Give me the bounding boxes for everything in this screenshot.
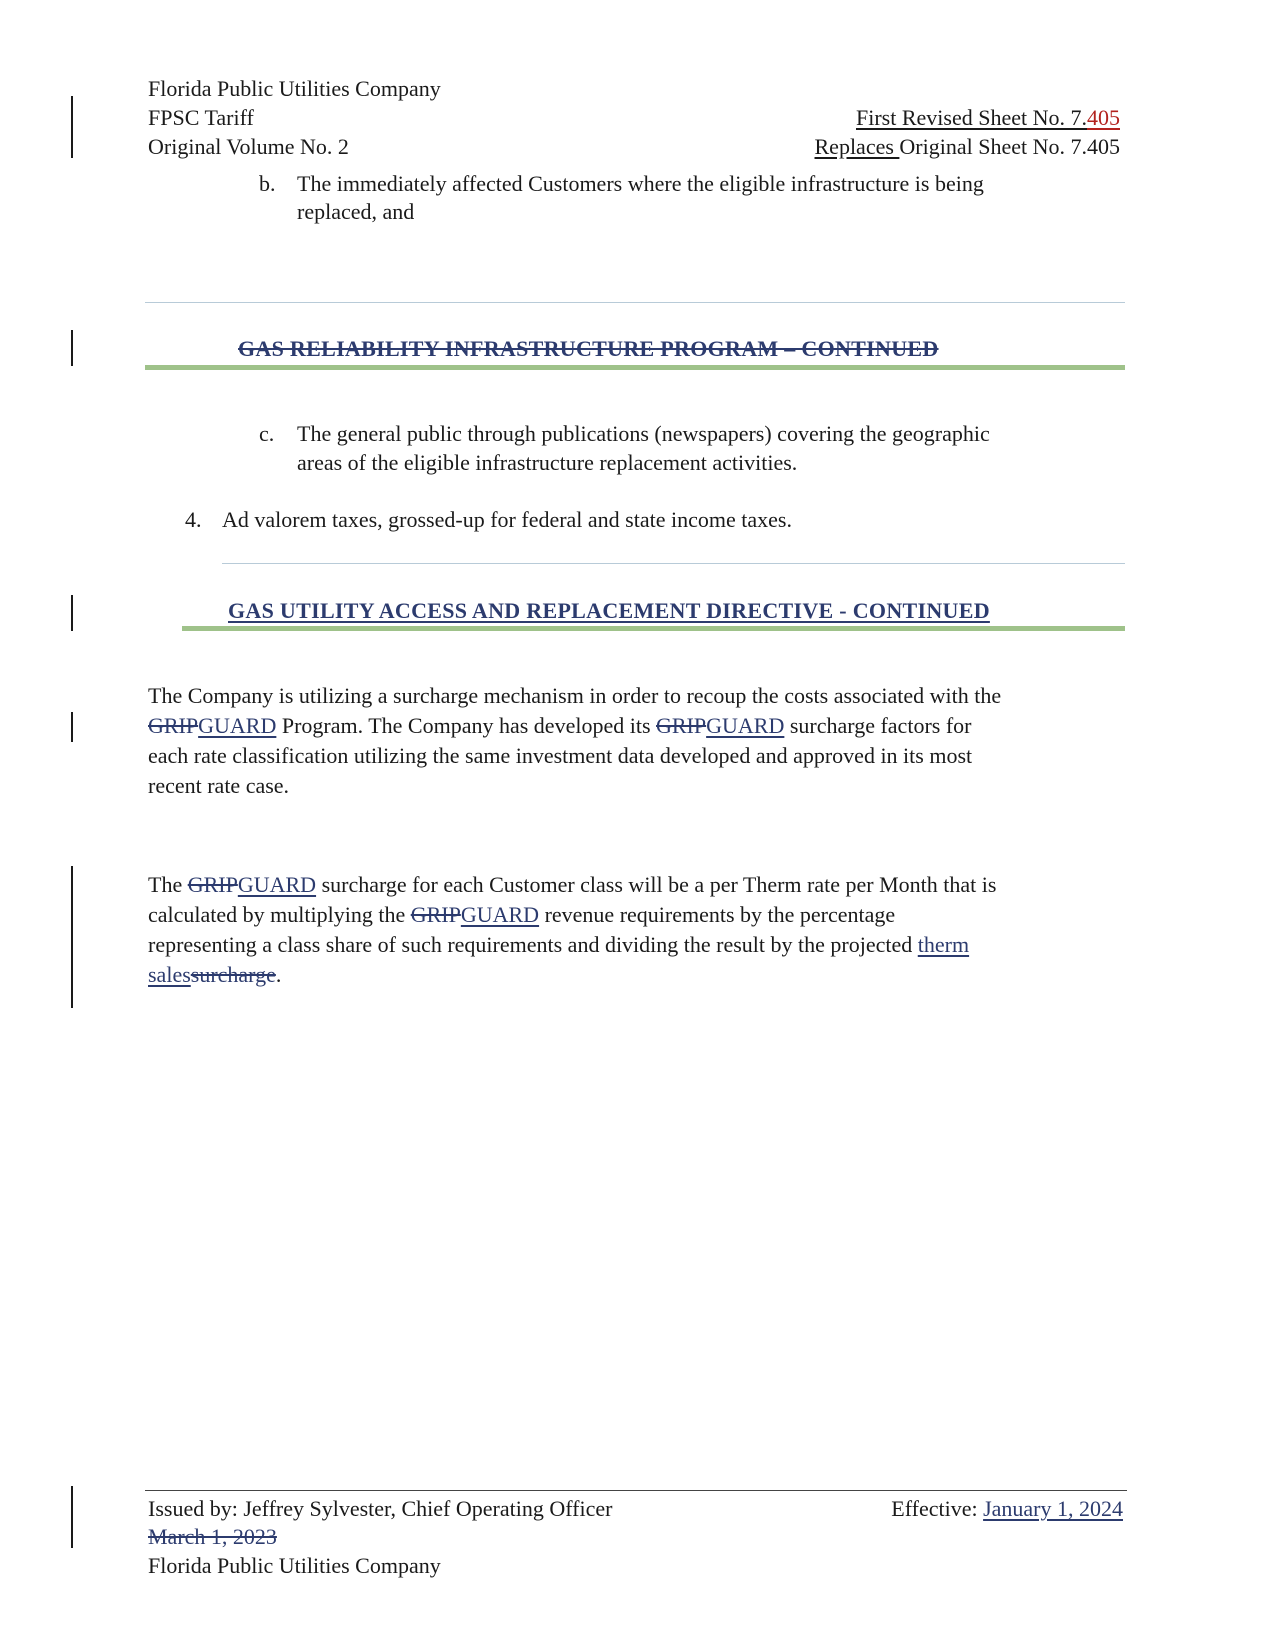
header-company: Florida Public Utilities Company bbox=[148, 76, 441, 101]
para1-line3: each rate classification utilizing the same investment data developed and approved in its most bbox=[148, 743, 973, 768]
change-bar bbox=[71, 595, 73, 631]
item-c-line2: areas of the eligible infrastructure replacement activities. bbox=[297, 450, 798, 475]
heading-new-inserted bbox=[228, 598, 990, 624]
footer-company: Florida Public Utilities Company bbox=[148, 1553, 441, 1578]
item-c-line1: The general public through publications (newspapers) covering the geographic bbox=[297, 421, 990, 446]
para2-line2-end: revenue requirements by the percentage bbox=[539, 902, 896, 927]
para2-line1 bbox=[148, 870, 1138, 900]
deleted-text: GRIP bbox=[187, 872, 238, 897]
header-replaces bbox=[815, 132, 1121, 162]
inserted-text: GUARD bbox=[706, 713, 785, 738]
section-separator bbox=[222, 563, 1125, 564]
replaces-label: Replaces bbox=[814, 134, 900, 159]
change-bar bbox=[71, 96, 73, 158]
item-4-text: Ad valorem taxes, grossed-up for federal and state income taxes. bbox=[222, 507, 792, 532]
deleted-text: GRIP bbox=[148, 713, 199, 738]
para1-line2-mid: Program. The Company has developed its bbox=[276, 713, 656, 738]
effective-date: January 1, 2024 bbox=[983, 1496, 1123, 1521]
heading-old-struck: GAS RELIABILITY INFRASTRUCTURE PROGRAM – CONTINUED bbox=[238, 336, 939, 361]
item-b-marker: b. bbox=[259, 171, 276, 196]
item-c-marker: c. bbox=[259, 421, 275, 446]
header-volume: Original Volume No. 2 bbox=[148, 134, 349, 159]
deleted-text: GRIP bbox=[410, 902, 461, 927]
inserted-text: GUARD bbox=[237, 872, 317, 897]
section-separator bbox=[145, 302, 1125, 303]
paragraph-surcharge-calculation bbox=[148, 870, 1138, 990]
change-bar bbox=[71, 712, 73, 742]
para2-line3 bbox=[148, 930, 1138, 960]
para1-line2 bbox=[148, 711, 1138, 741]
inserted-text: therm bbox=[917, 932, 970, 957]
footer-rule bbox=[145, 1490, 1127, 1491]
heading-new-text: GAS UTILITY ACCESS AND REPLACEMENT DIRECTIVE - CONTINUED bbox=[228, 598, 990, 623]
inserted-text: GUARD bbox=[198, 713, 277, 738]
para2-line2 bbox=[148, 900, 1138, 930]
footer-effective bbox=[891, 1494, 1123, 1524]
para2-line1-start: The bbox=[148, 872, 188, 897]
item-b-line1: The immediately affected Customers where the eligible infrastructure is being bbox=[297, 171, 984, 196]
para1-line1: The Company is utilizing a surcharge mechanism in order to recoup the costs associated with the bbox=[148, 683, 1002, 708]
item-4-marker: 4. bbox=[185, 507, 202, 532]
para1-line4: recent rate case. bbox=[148, 773, 290, 798]
footer-issued-by: Issued by: Jeffrey Sylvester, Chief Operating Officer bbox=[148, 1496, 613, 1521]
sheet-suffix: 405 bbox=[1087, 105, 1120, 130]
deleted-text: surcharge bbox=[190, 962, 276, 987]
heading-underline bbox=[182, 626, 1125, 631]
header-tariff: FPSC Tariff bbox=[148, 105, 254, 130]
heading-underline bbox=[145, 365, 1125, 370]
effective-label: Effective: bbox=[891, 1496, 984, 1521]
change-bar bbox=[71, 1486, 73, 1548]
header-sheet-number bbox=[856, 103, 1120, 133]
para2-line1-end: surcharge for each Customer class will be a per Therm rate per Month that is bbox=[316, 872, 997, 897]
change-bar bbox=[71, 330, 73, 366]
change-bar bbox=[71, 866, 73, 1008]
deleted-text: GRIP bbox=[656, 713, 707, 738]
replaces-rest: Original Sheet No. 7.405 bbox=[899, 134, 1120, 159]
para2-line4-end: . bbox=[275, 962, 282, 987]
inserted-text: GUARD bbox=[460, 902, 540, 927]
para1-line2-end: surcharge factors for bbox=[784, 713, 972, 738]
item-b-line2: replaced, and bbox=[297, 199, 415, 224]
inserted-text: sales bbox=[148, 962, 191, 987]
para2-line4 bbox=[148, 960, 1138, 990]
footer-old-date: March 1, 2023 bbox=[148, 1524, 277, 1549]
para2-line3-start: representing a class share of such requirements and dividing the result by the projected bbox=[148, 932, 918, 957]
sheet-prefix: First Revised Sheet No. 7. bbox=[856, 105, 1087, 130]
paragraph-surcharge-mechanism bbox=[148, 681, 1138, 801]
para2-line2-start: calculated by multiplying the bbox=[148, 902, 411, 927]
